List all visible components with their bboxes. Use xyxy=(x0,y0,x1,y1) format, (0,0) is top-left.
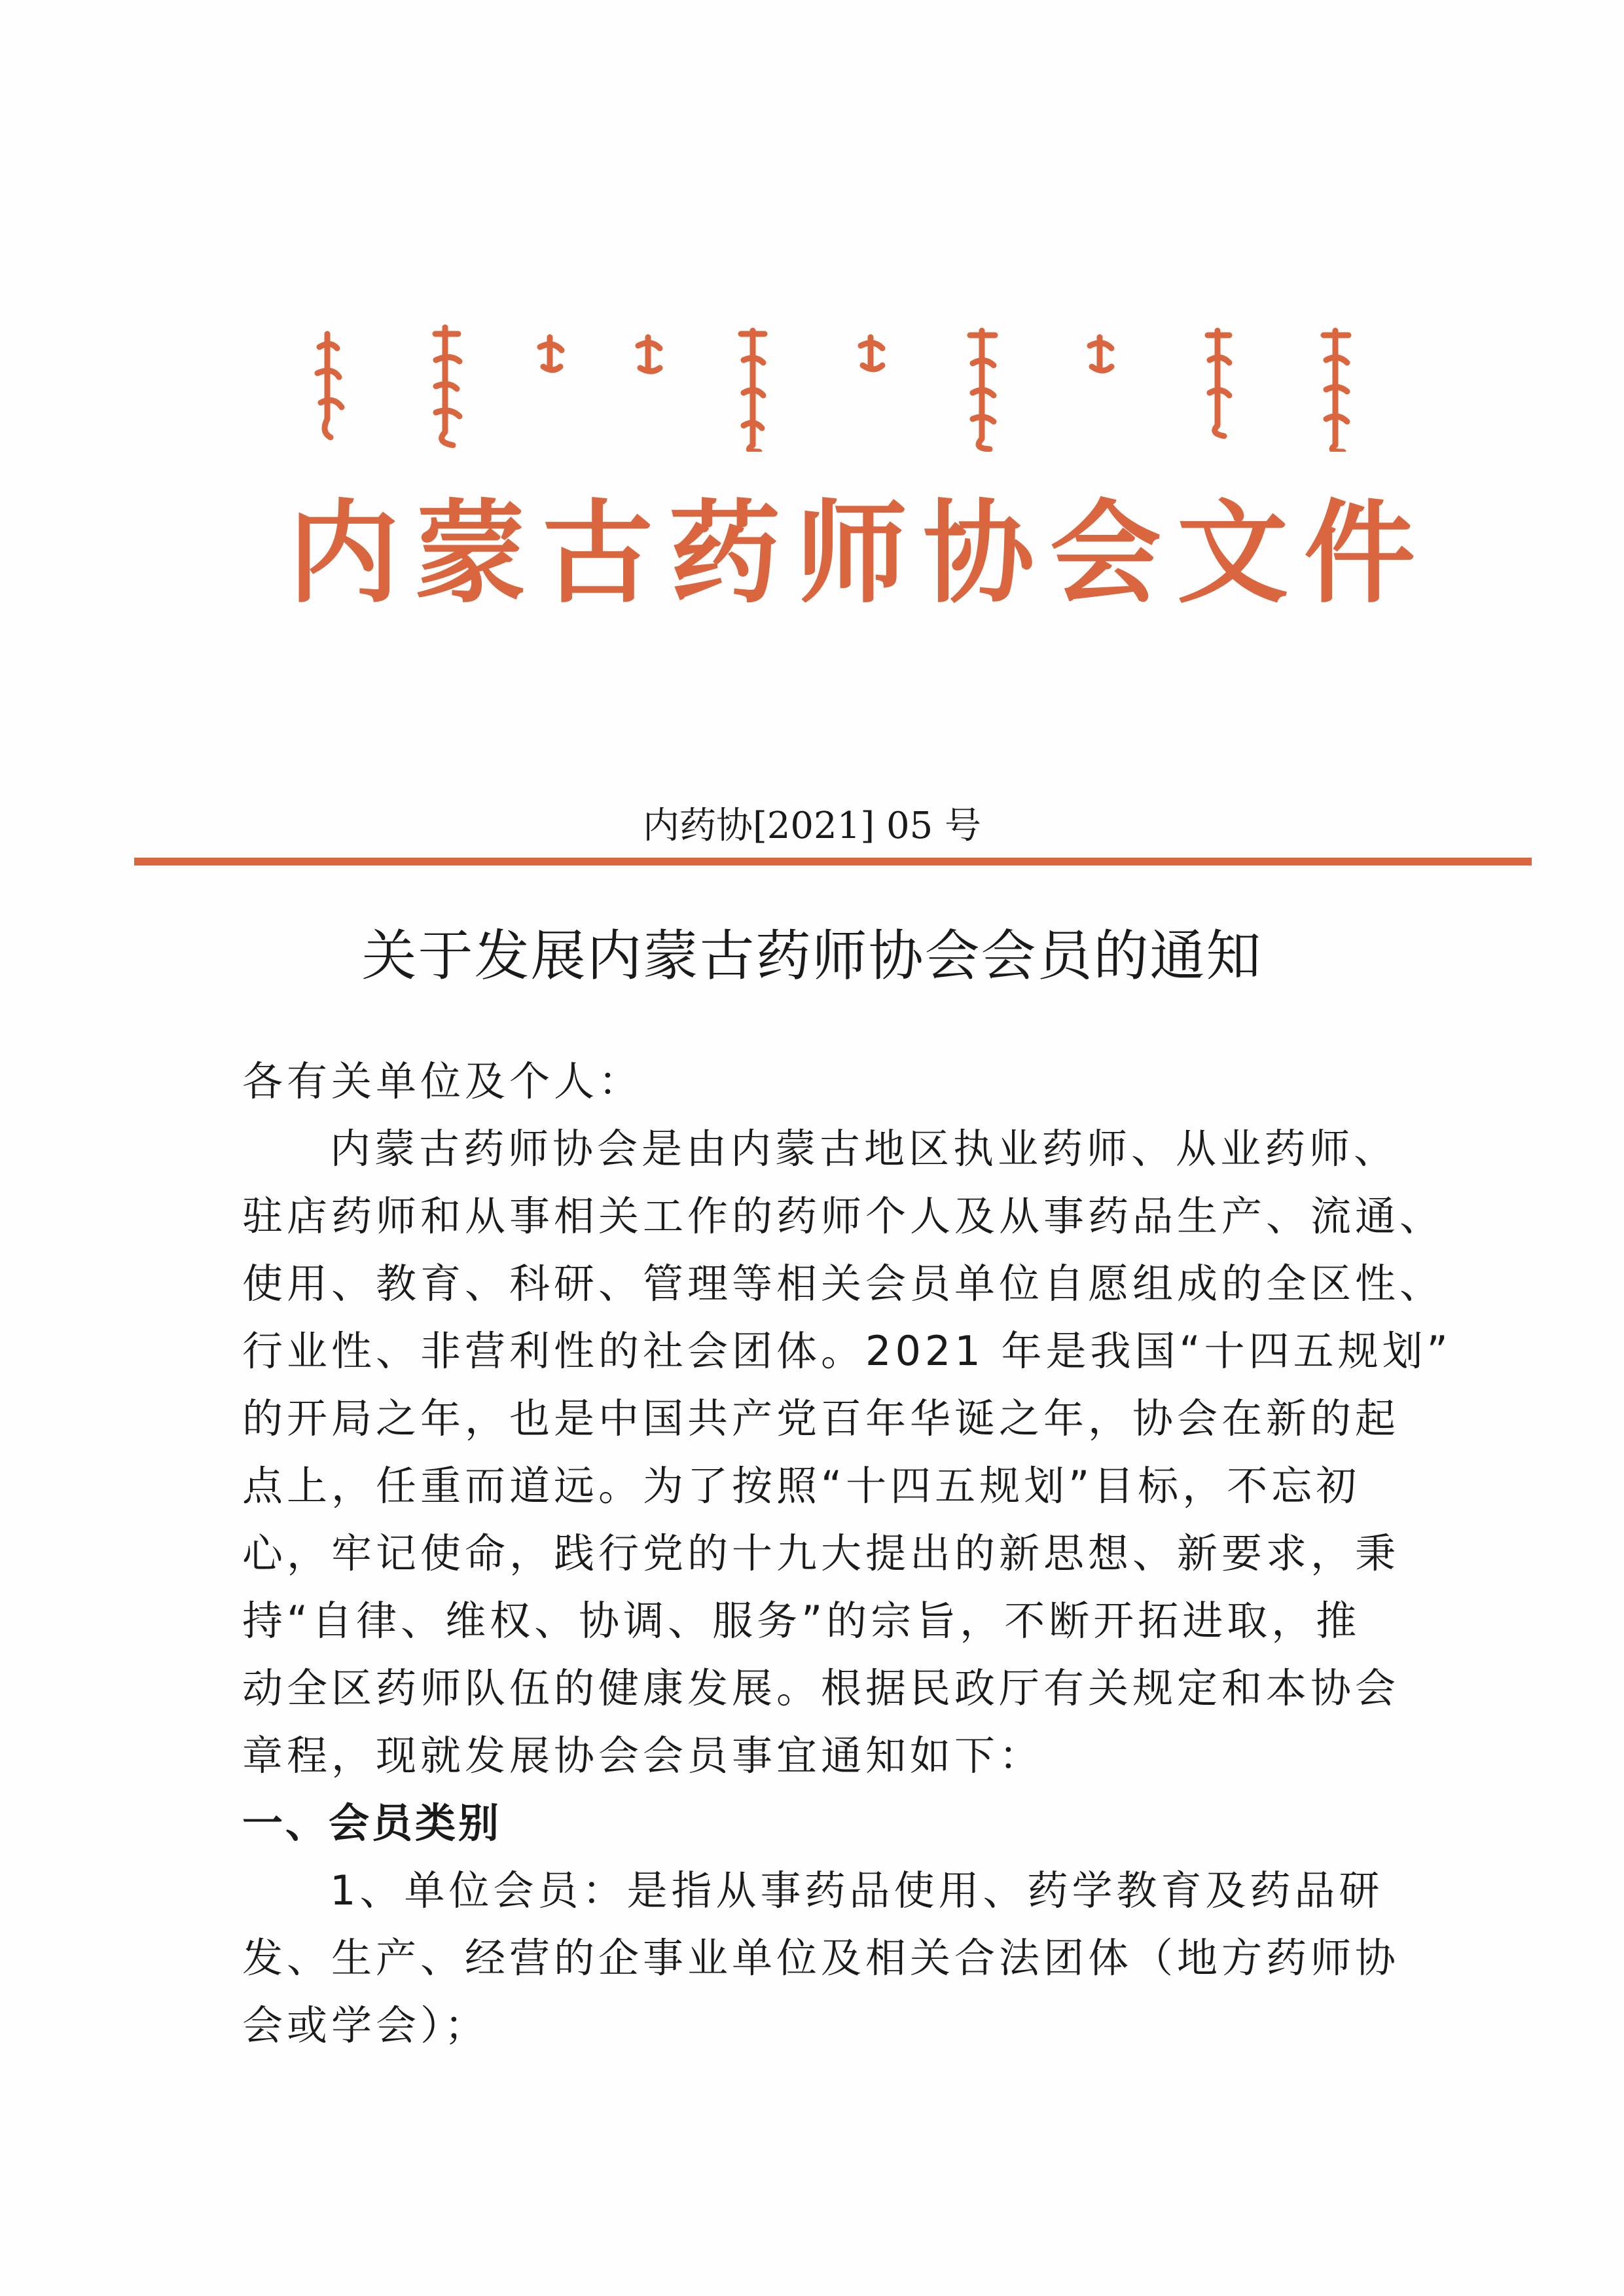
paragraph-line: 使用、教育、科研、管理等相关会员单位自愿组成的全区性、 xyxy=(242,1260,1445,1307)
paragraph-line: 动全区药师队伍的健康发展。根据民政厅有关规定和本协会 xyxy=(242,1664,1400,1712)
item-line: 会或学会）； xyxy=(242,2001,490,2049)
mongolian-script-graphic xyxy=(301,321,1375,452)
paragraph-line: 点上，任重而道远。为了按照“十四五规划”目标，不忘初 xyxy=(242,1462,1361,1510)
red-divider-line xyxy=(134,858,1532,866)
paragraph-line: 章程，现就发展协会会员事宜通知如下： xyxy=(242,1732,1044,1779)
paragraph-line: 心，牢记使命，践行党的十九大提出的新思想、新要求，秉 xyxy=(242,1529,1400,1577)
mongolian-script-heading xyxy=(301,321,1375,452)
paragraph-line: 内蒙古药师协会是由内蒙古地区执业药师、从业药师、 xyxy=(330,1125,1399,1173)
section-heading: 一、会员类别 xyxy=(242,1799,502,1847)
paragraph-line: 持“自律、维权、协调、服务”的宗旨，不断开拓进取，推 xyxy=(242,1597,1361,1645)
issuing-organization-title: 内蒙古药师协会文件 xyxy=(288,488,1432,619)
item-line: 1、单位会员：是指从事药品使用、药学教育及药品研 xyxy=(330,1867,1384,1914)
mongolian-text: ᠥᠪᠦᠷ ᠮᠣᠩᠭᠣᠯ ᠤᠨ ᠡᠮ ᠦᠨ ᠪᠠᠭᠰᠢ ᠨᠠᠷ ᠤᠨ ᠨᠡᠢᠭᠡᠮ ᠦᠨ ᠪᠢᠴᠢᠭ xyxy=(301,448,368,451)
paragraph-line: 的开局之年，也是中国共产党百年华诞之年，协会在新的起 xyxy=(242,1394,1400,1442)
notice-body xyxy=(242,1048,1452,2059)
salutation: 各有关单位及个人： xyxy=(242,1057,643,1105)
notice-title: 关于发展内蒙古药师协会会员的通知 xyxy=(361,924,1263,988)
paragraph-line: 驻店药师和从事相关工作的药师个人及从事药品生产、流通、 xyxy=(242,1192,1445,1240)
item-line: 发、生产、经营的企事业单位及相关合法团体（地方药师协 xyxy=(242,1934,1400,1982)
paragraph-line: 行业性、非营利性的社会团体。2021 年是我国“十四五规划” xyxy=(242,1327,1452,1375)
document-number: 内药协[2021] 05 号 xyxy=(642,805,982,847)
